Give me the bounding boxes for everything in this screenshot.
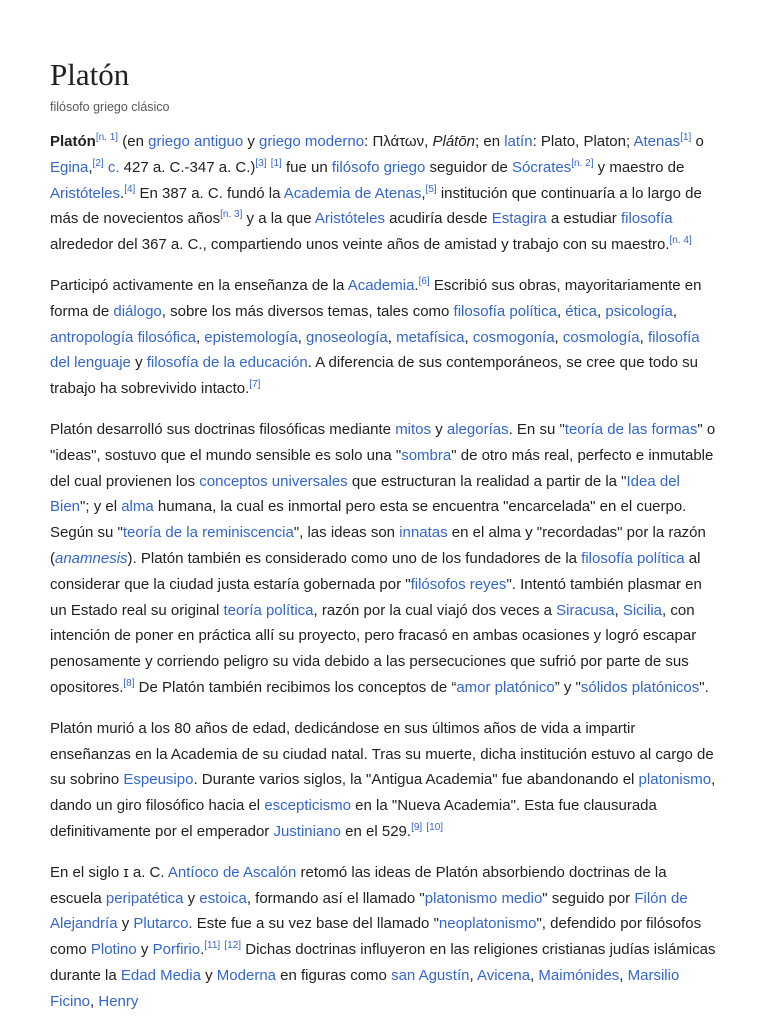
link-marsilio-ficino[interactable]: Marsilio Ficino (50, 966, 680, 1010)
link-circa[interactable]: c. (107, 158, 120, 176)
link-dialogo[interactable]: diálogo (113, 302, 162, 320)
link-sombra[interactable]: sombra (401, 446, 452, 464)
link-anamnesis[interactable] (55, 550, 128, 567)
text: . Este fue a su vez base del llamado " (188, 915, 439, 933)
link-solidos-platonicos[interactable]: sólidos platónicos (580, 678, 700, 696)
text: y (183, 889, 200, 907)
link-socrates[interactable]: Sócrates (512, 158, 572, 176)
link-psicologia[interactable]: psicología (605, 302, 673, 320)
link-cosmogonia[interactable]: cosmogonía (472, 328, 555, 346)
link-neoplatonismo[interactable]: neoplatonismo (438, 915, 537, 933)
text: y maestro de (593, 158, 685, 176)
text: . En su " (508, 420, 565, 438)
text: : Πλάτων, (364, 133, 433, 150)
link-academia[interactable]: Academia (347, 276, 415, 294)
citation (411, 822, 422, 833)
citation (571, 158, 593, 169)
link-conceptos-universales[interactable]: conceptos universales (199, 472, 348, 490)
citation (124, 184, 135, 195)
text: , formando así el llamado " (246, 889, 425, 907)
citation-link[interactable]: [10] (426, 821, 444, 833)
text: . (200, 941, 205, 959)
text: y (431, 420, 447, 438)
text: al considerar que la ciudad justa estaría gobernada por " (50, 549, 701, 593)
text: fue un (281, 158, 332, 176)
text: y (117, 915, 134, 933)
link-filosofia-politica[interactable]: filosofía política (581, 549, 685, 567)
text: " seguido por (542, 889, 635, 907)
citation-link[interactable]: [9] (411, 821, 423, 833)
link-aristoteles[interactable]: Aristóteles (50, 184, 121, 202)
text: acudiría desde (384, 210, 492, 228)
text: , (672, 302, 678, 320)
text: o (691, 133, 704, 150)
text: retomó las ideas de Platón absorbiendo doctrinas de la escuela (50, 863, 667, 907)
link-filosofia-del-lenguaje[interactable]: filosofía del lenguaje (50, 328, 700, 372)
link-edad-media[interactable]: Edad Media (120, 966, 201, 984)
link-san-agustin[interactable]: san Agustín (391, 966, 470, 984)
citation (220, 209, 242, 220)
bold-term: Platón (50, 133, 96, 150)
text: y (200, 966, 217, 984)
citation (249, 379, 260, 390)
text: ". Intentó también plasmar en un Estado real su original (50, 575, 702, 619)
link-atenas[interactable]: Atenas (633, 133, 681, 150)
link-amor-platonico[interactable]: amor platónico (456, 678, 555, 696)
text: . (414, 276, 419, 294)
text: , (421, 184, 426, 202)
text: humana, la cual es inmortal pero esta se encuentra "encarcelada" en el cuerpo. Según su " (50, 498, 687, 542)
citation (255, 158, 266, 169)
text: ). Platón también es considerado como uno de los fundadores de la (127, 549, 582, 567)
text: Platón desarrolló sus doctrinas filosóficas mediante (50, 420, 396, 438)
text: , (639, 328, 648, 346)
citation (93, 158, 104, 169)
text: , dando un giro filosófico hacia el (50, 771, 716, 815)
text: (en (118, 133, 149, 150)
text: a estudiar (546, 210, 621, 228)
link-platonismo[interactable]: platonismo (638, 771, 712, 789)
link-metafisica[interactable]: metafísica (396, 328, 465, 346)
citation-link[interactable]: [8] (123, 677, 135, 689)
text: alrededor del 367 a. C., compartiendo unos veinte años de amistad y trabajo con su maestro. (50, 236, 670, 254)
text: ” y " (554, 678, 581, 696)
citation-link[interactable]: [1] (680, 132, 692, 143)
citation-link[interactable]: [11] (204, 940, 221, 952)
citation-link[interactable]: [5] (425, 183, 437, 195)
citation (670, 235, 692, 246)
link-platonismo-medio[interactable]: platonismo medio (424, 889, 543, 907)
link-siracusa[interactable]: Siracusa (556, 601, 615, 619)
citation-link[interactable]: [1] (270, 157, 282, 169)
link-sicilia[interactable]: Sicilia (622, 601, 663, 619)
text: en el 529. (341, 822, 412, 840)
text: , (464, 328, 473, 346)
link-griego-antiguo[interactable]: griego antiguo (148, 133, 244, 150)
paragraph-doctrinas (50, 417, 718, 701)
text: : Plato, Platon; (532, 133, 634, 150)
text: ", las ideas son (293, 524, 400, 542)
text: , (195, 328, 205, 346)
link-idea-del-bien[interactable]: Idea del Bien (50, 472, 680, 516)
text: En 387 a. C. fundó la (135, 184, 284, 202)
text: en figuras como (276, 966, 392, 984)
text: , (90, 992, 99, 1010)
link-filosofia[interactable]: filosofía (620, 210, 673, 228)
link-filosofia-politica[interactable]: filosofía política (453, 302, 557, 320)
link-etica[interactable]: ética (565, 302, 597, 320)
citation-link[interactable]: [3] (255, 157, 267, 169)
citation-link[interactable]: [n. 4] (669, 235, 692, 247)
text: , (619, 966, 628, 984)
italic-link-text: anamnesis (55, 549, 128, 567)
text: "; y el (80, 498, 122, 516)
text: En el siglo ɪ a. C. (50, 863, 168, 881)
link-academia-de-atenas[interactable]: Academia de Atenas (283, 184, 422, 202)
citation (204, 940, 220, 951)
text: , (554, 328, 563, 346)
citation (123, 678, 134, 689)
text: institución que continuaría a lo largo de más de novecientos años (50, 184, 702, 228)
paragraph-influencia (50, 860, 718, 1015)
paragraph-academia (50, 273, 718, 402)
text: " de otro más real, perfecto e inmutable del cual provienen los (50, 446, 714, 490)
link-filon-de-alejandria[interactable]: Filón de Alejandría (50, 889, 688, 933)
text: ", defendido por filósofos como (50, 915, 702, 959)
page-subtitle: filósofo griego clásico (50, 100, 170, 114)
link-moderna[interactable]: Moderna (216, 966, 276, 984)
link-filosofo-griego[interactable]: filósofo griego (331, 158, 426, 176)
text: 427 a. C.-347 a. C.) (119, 158, 256, 176)
link-avicena[interactable]: Avicena (476, 966, 531, 984)
text: y (136, 941, 153, 959)
citation-link[interactable]: [n. 2] (571, 157, 594, 169)
text: Dichas doctrinas influyeron en las religiones cristianas judías islámicas durante la (50, 941, 716, 984)
text: . (120, 184, 125, 202)
text: y (130, 354, 147, 372)
text: . A diferencia de sus contemporáneos, se cree que todo su trabajo ha sobrevivido intacto. (50, 354, 698, 398)
citation-link[interactable]: [12] (224, 940, 242, 952)
citation-link[interactable]: [n. 1] (95, 132, 119, 143)
citation (96, 132, 118, 143)
link-teoria-de-las-formas[interactable]: teoría de las formas (564, 420, 698, 438)
link-innatas[interactable]: innatas (399, 524, 448, 542)
text: ; en (475, 133, 505, 150)
citation (426, 822, 443, 833)
text: Participó activamente en la enseñanza de la (50, 276, 348, 294)
text: De Platón también recibimos los conceptos de “ (134, 678, 457, 696)
text: , razón por la cual viajó dos veces a (313, 601, 557, 619)
citation-link[interactable]: [2] (92, 157, 104, 169)
link-espeusipo[interactable]: Espeusipo (123, 771, 194, 789)
link-egina[interactable]: Egina (50, 158, 89, 176)
text: , (614, 601, 623, 619)
text: , (596, 302, 606, 320)
citation-link[interactable]: [6] (418, 275, 430, 287)
link-plutarco[interactable]: Plutarco (133, 915, 189, 933)
text: Platón murió a los 80 años de edad, dedicándose en sus últimos años de vida a impartir enseñanzas en la Academia de su ciudad natal. Tras su muerte, dicha institución estuvo al cargo de su sobrino (50, 719, 714, 789)
link-maimonides[interactable]: Maimónides (538, 966, 620, 984)
text: , (469, 966, 477, 984)
link-escepticismo[interactable]: escepticismo (264, 797, 352, 815)
paragraph-muerte (50, 716, 718, 845)
link-griego-moderno[interactable]: griego moderno (259, 133, 365, 150)
link-estoica[interactable]: estoica (199, 889, 247, 907)
citation (419, 276, 430, 287)
citation (680, 132, 691, 143)
italic-text: Plátōn (432, 133, 476, 150)
link-filosofos-reyes[interactable]: filósofos reyes (410, 575, 507, 593)
citation (271, 158, 282, 169)
text: en la "Nueva Academia". Esta fue clausurada definitivamente por el emperador (50, 797, 657, 840)
text: , sobre los más diversos temas, tales como (161, 302, 454, 320)
page-title: Platón (50, 57, 130, 92)
text: , con intención de poner en práctica allí su proyecto, pero fracasó en ambas ocasiones y logró escapar penosamente y corriendo peligro su vida debido a las persecuciones que sufrió por parte de sus opositores. (50, 601, 697, 696)
link-peripatetica[interactable]: peripatética (105, 889, 184, 907)
link-aristoteles[interactable]: Aristóteles (314, 210, 385, 228)
text: . Durante varios siglos, la "Antigua Academia" fue abandonando el (193, 771, 639, 789)
link-alma[interactable]: alma (121, 498, 154, 516)
text: en el alma y "recordadas" por la razón ( (50, 524, 706, 567)
text: y a la que (242, 210, 315, 228)
citation (224, 940, 241, 951)
text: que estructuran la realidad a partir de la " (347, 472, 627, 490)
link-latin[interactable]: latín (504, 133, 533, 150)
link-teoria-politica[interactable]: teoría política (223, 601, 314, 619)
paragraph-intro (50, 129, 718, 258)
text: Escribió sus obras, mayoritariamente en forma de (50, 276, 702, 320)
article-content (50, 129, 718, 1015)
citation-link[interactable]: [n. 3] (220, 209, 243, 221)
link-estagira[interactable]: Estagira (491, 210, 547, 228)
link-henry[interactable]: Henry (98, 992, 139, 1010)
text: " o "ideas", sostuvo que el mundo sensible es solo una " (50, 420, 716, 464)
link-porfirio[interactable]: Porfirio (152, 941, 201, 959)
link-plotino[interactable]: Plotino (90, 941, 137, 959)
link-mitos[interactable]: mitos (395, 420, 432, 438)
link-teoria-de-la-reminiscencia[interactable]: teoría de la reminiscencia (122, 524, 294, 542)
link-antropologia-filosofica[interactable]: antropología filosófica (50, 328, 196, 346)
link-epistemologia[interactable]: epistemología (204, 328, 298, 346)
text: , (556, 302, 566, 320)
text: , (297, 328, 307, 346)
link-gnoseologia[interactable]: gnoseología (306, 328, 388, 346)
text: seguidor de (425, 158, 513, 176)
citation (426, 184, 437, 195)
text: y (243, 133, 260, 150)
text: , (530, 966, 539, 984)
link-filosofia-de-la-educacion[interactable]: filosofía de la educación (146, 354, 308, 372)
link-antioco-de-ascalon[interactable]: Antíoco de Ascalón (167, 863, 297, 881)
text: , (387, 328, 397, 346)
link-cosmologia[interactable]: cosmología (562, 328, 640, 346)
link-alegorias[interactable]: alegorías (446, 420, 509, 438)
citation-link[interactable]: [4] (124, 183, 136, 195)
link-justiniano[interactable]: Justiniano (273, 822, 342, 840)
citation-link[interactable]: [7] (249, 379, 261, 391)
text: ". (699, 678, 709, 696)
text: , (88, 158, 93, 176)
